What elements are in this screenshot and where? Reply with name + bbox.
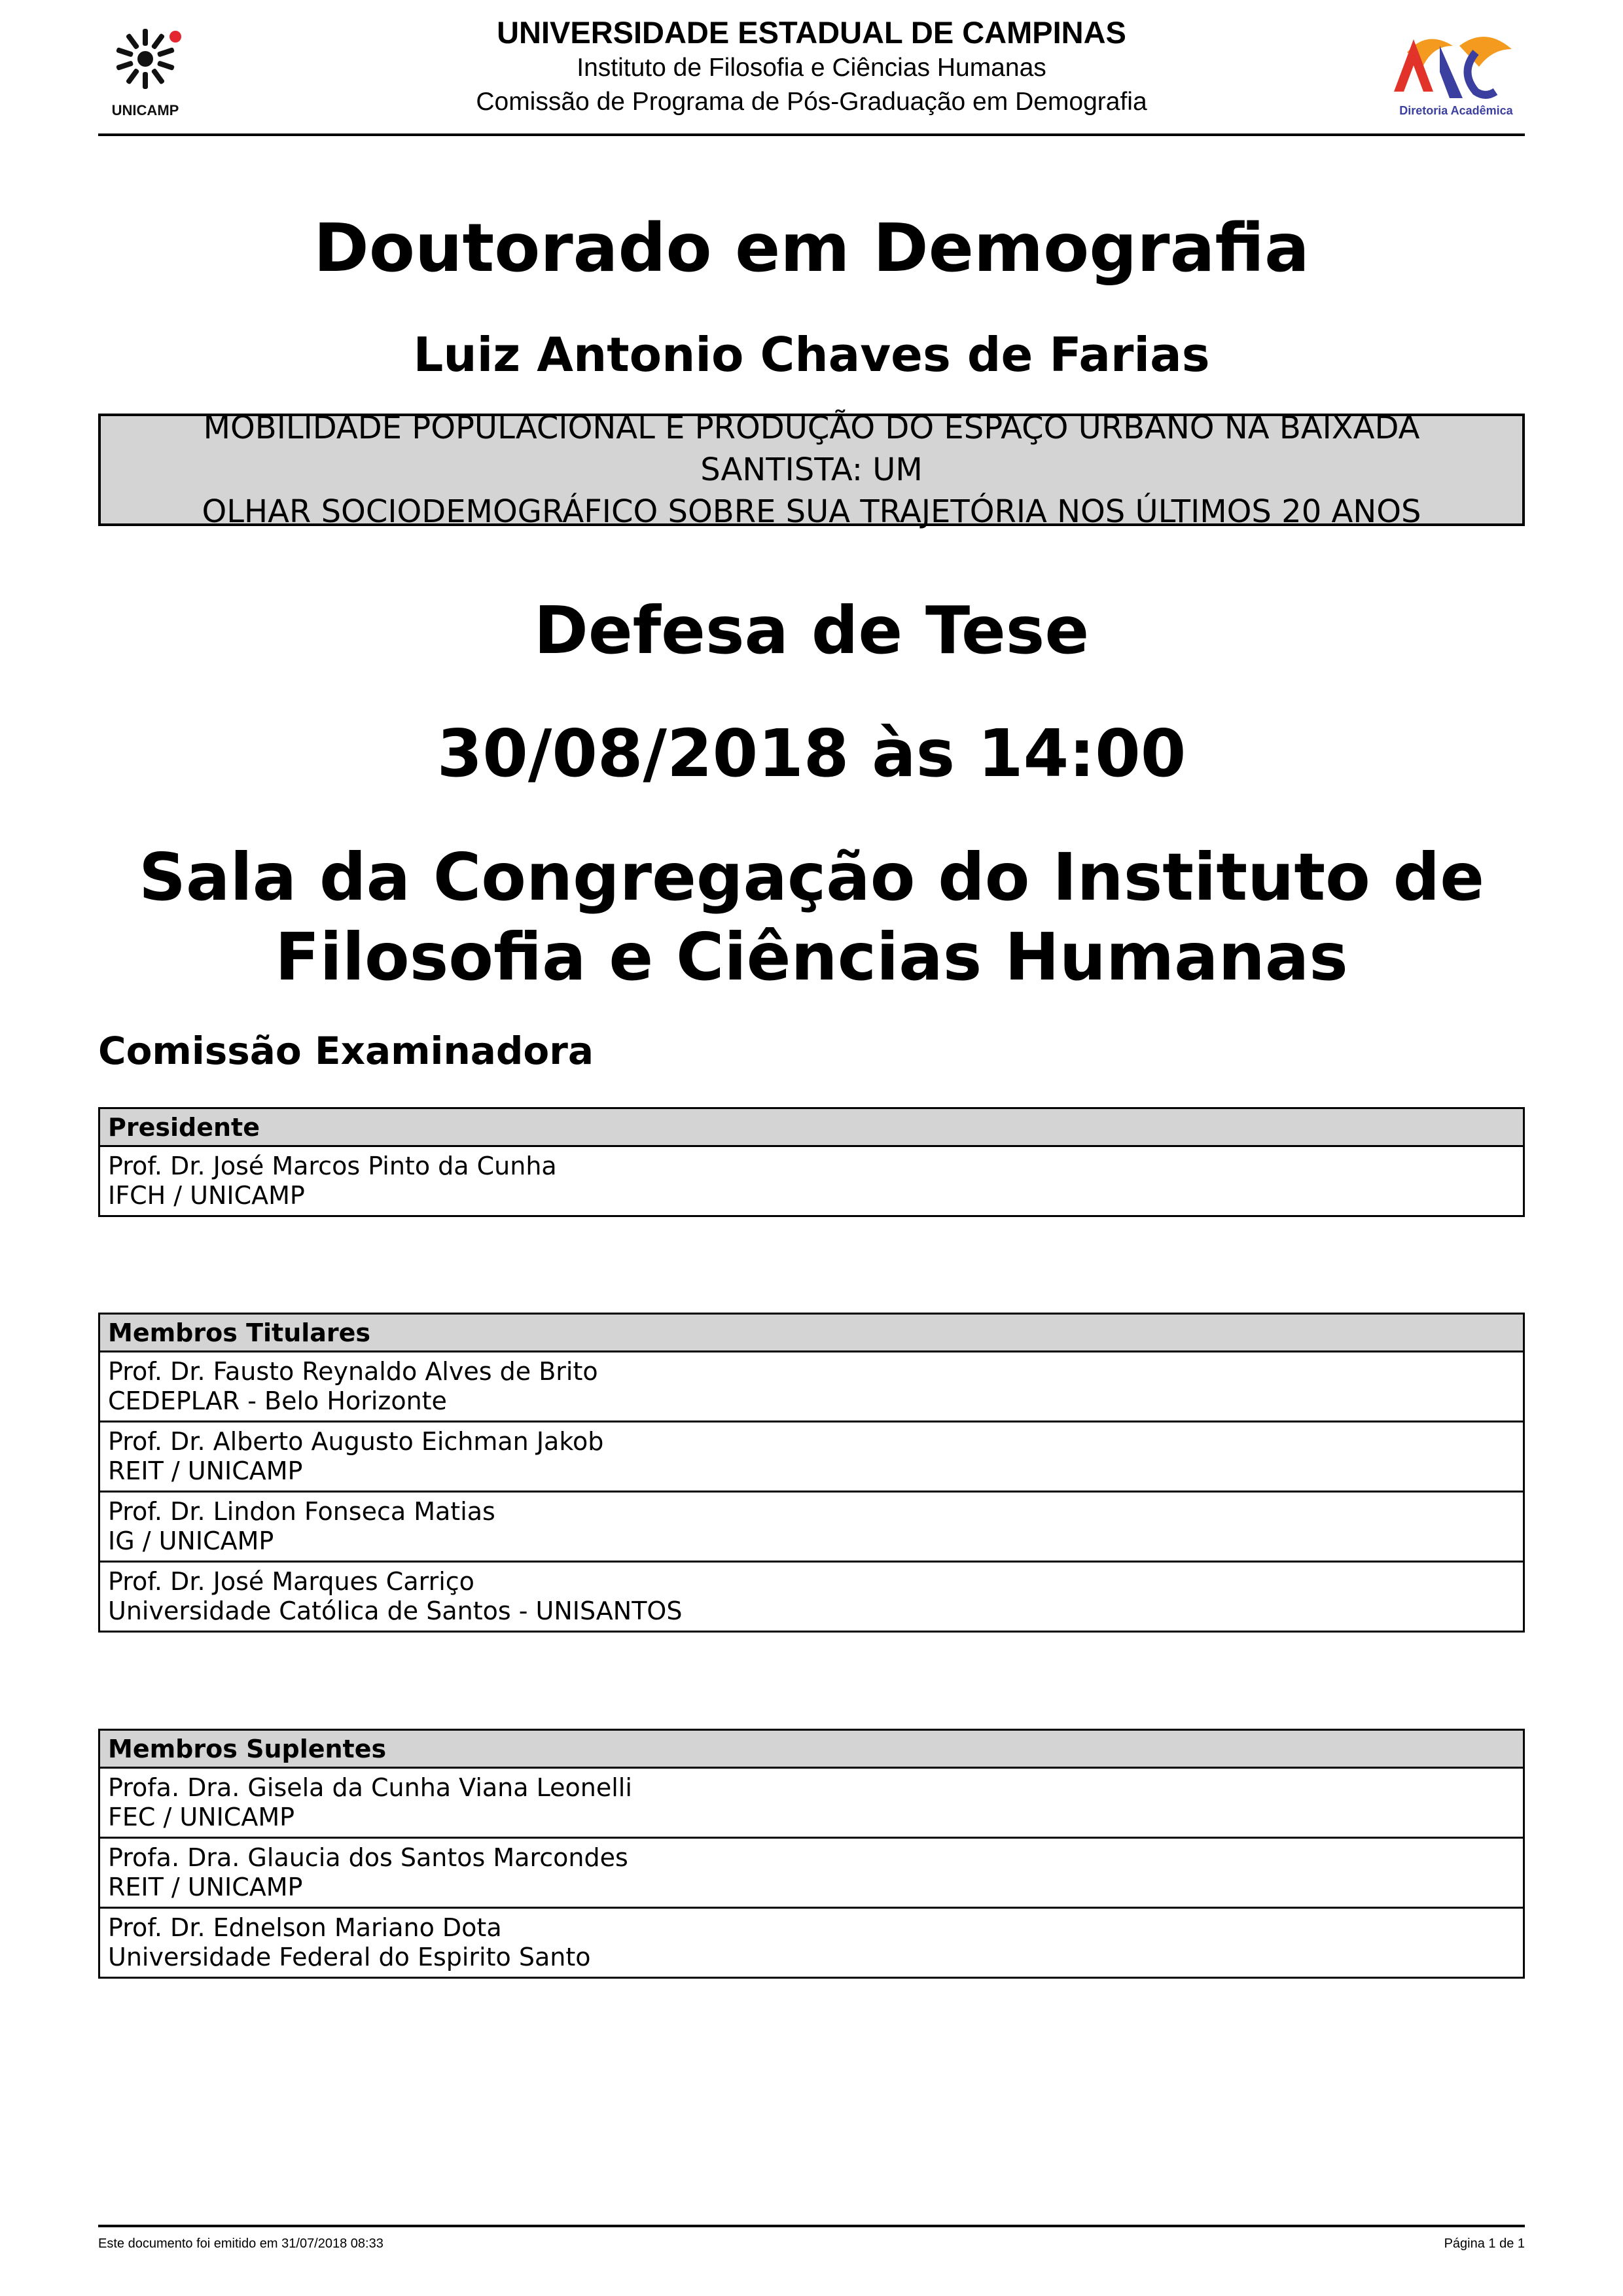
table-row: [99, 1422, 1524, 1492]
unicamp-logo: [98, 18, 203, 123]
diretoria-academica-logo: [1387, 26, 1525, 124]
member-name: Prof. Dr. Fausto Reynaldo Alves de Brito: [108, 1357, 598, 1386]
svg-text:UNICAMP: UNICAMP: [111, 102, 179, 118]
member-name: Prof. Dr. José Marques Carriço: [108, 1567, 474, 1596]
event-datetime: 30/08/2018 às 14:00: [437, 715, 1186, 792]
member-affiliation: CEDEPLAR - Belo Horizonte: [108, 1386, 447, 1415]
institute-name: Instituto de Filosofia e Ciências Humanas: [577, 54, 1046, 82]
table-row: [99, 1352, 1524, 1422]
member-affiliation: Universidade Federal do Espirito Santo: [108, 1943, 591, 1971]
thesis-title-line1: MOBILIDADE POPULACIONAL E PRODUÇÃO DO ESPAÇO URBANO NA BAIXADA SANTISTA: UM: [203, 410, 1420, 488]
location-line2: Filosofia e Ciências Humanas: [275, 919, 1348, 995]
table-row: [99, 1492, 1524, 1562]
candidate-name: Luiz Antonio Chaves de Farias: [413, 327, 1210, 382]
member-affiliation: REIT / UNICAMP: [108, 1457, 303, 1485]
location-line1: Sala da Congregação do Instituto de: [138, 839, 1485, 915]
member-affiliation: FEC / UNICAMP: [108, 1803, 295, 1831]
svg-text:Diretoria Acadêmica: Diretoria Acadêmica: [1399, 104, 1513, 117]
thesis-title-line2: OLHAR SOCIODEMOGRÁFICO SOBRE SUA TRAJETÓRIA NOS ÚLTIMOS 20 ANOS: [202, 493, 1421, 530]
member-name: Profa. Dra. Glaucia dos Santos Marcondes: [108, 1843, 628, 1872]
event-type: Defesa de Tese: [533, 592, 1090, 669]
table-row: [99, 1838, 1524, 1908]
member-name: Prof. Dr. Lindon Fonseca Matias: [108, 1497, 495, 1526]
member-name: Prof. Dr. José Marcos Pinto da Cunha: [108, 1152, 557, 1180]
table-header: Presidente: [99, 1108, 1524, 1146]
table-header: Membros Titulares: [99, 1314, 1524, 1352]
table-row: [99, 1562, 1524, 1632]
member-name: Prof. Dr. Ednelson Mariano Dota: [108, 1913, 502, 1942]
member-affiliation: REIT / UNICAMP: [108, 1873, 303, 1901]
table-row: [99, 1146, 1524, 1216]
program-commission: Comissão de Programa de Pós-Graduação em Demografia: [476, 88, 1147, 116]
table-header: Membros Suplentes: [99, 1730, 1524, 1768]
issued-timestamp: Este documento foi emitido em 31/07/2018 08:33: [98, 2236, 383, 2251]
table-row: [99, 1908, 1524, 1978]
member-name: Prof. Dr. Alberto Augusto Eichman Jakob: [108, 1427, 604, 1456]
university-name: UNIVERSIDADE ESTADUAL DE CAMPINAS: [497, 15, 1126, 50]
member-affiliation: Universidade Católica de Santos - UNISANTOS: [108, 1597, 683, 1625]
event-location: [98, 838, 1525, 997]
page-number: Página 1 de 1: [1444, 2236, 1525, 2251]
president-table: [98, 1107, 1525, 1217]
thesis-title-box: [98, 410, 1525, 530]
table-row: [99, 1768, 1524, 1838]
committee-heading: Comissão Examinadora: [98, 1029, 594, 1073]
member-name: Profa. Dra. Gisela da Cunha Viana Leonelli: [108, 1773, 632, 1802]
document-header: [98, 13, 1525, 136]
titular-members-table: [98, 1313, 1525, 1633]
substitute-members-table: [98, 1729, 1525, 1979]
member-affiliation: IFCH / UNICAMP: [108, 1181, 305, 1210]
course-title: Doutorado em Demografia: [313, 209, 1310, 287]
member-affiliation: IG / UNICAMP: [108, 1527, 274, 1555]
document-footer: [98, 2225, 1525, 2251]
